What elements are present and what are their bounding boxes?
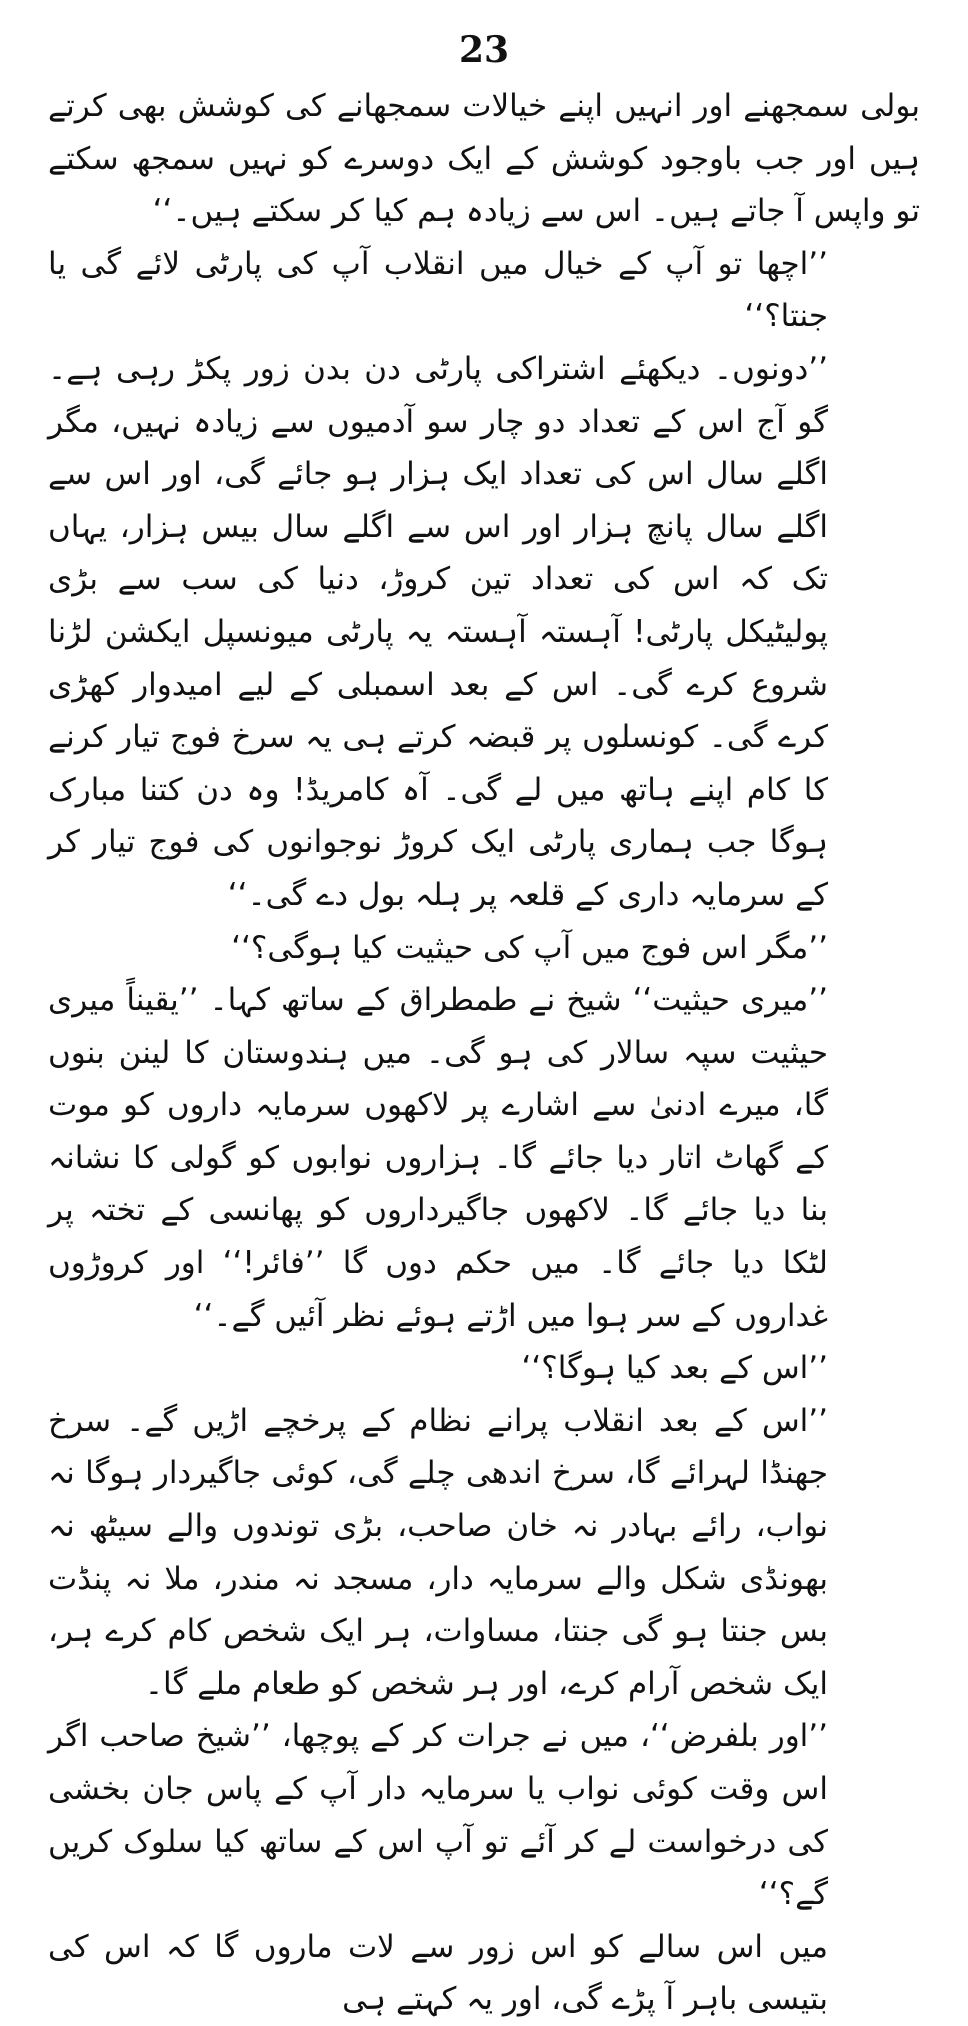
page-number: 23 (458, 29, 510, 71)
paragraph-1: بولی سمجھنے اور انہیں اپنے خیالات سمجھانے کی کوشش بھی کرتے ہیں اور جب باوجود کوشش کے ایک دوسرے کو نہیں سمجھ سکتے تو واپس آ جاتے ہیں۔ اس سے زیادہ ہم کیا کر سکتے ہیں۔‘‘ (48, 88, 920, 230)
page-body (48, 80, 920, 2026)
paragraph-5: ’’میری حیثیت‘‘ شیخ نے طمطراق کے ساتھ کہا۔ ’’یقیناً میری حیثیت سپہ سالار کی ہو گی۔ میں ہندوستان کا لینن بنوں گا، میرے ادنیٰ سے اشارے پر لاکھوں سرمایہ داروں کو موت کے گھاٹ اتار دیا جائے گا۔ ہزاروں نوابوں کو گولی کا نشانہ بنا دیا جائے گا۔ لاکھوں جاگیرداروں کو پھانسی کے تختہ پر لٹکا دیا جائے گا۔ میں حکم دوں گا ’’فائر!‘‘ اور کروڑوں غداروں کے سر ہوا میں اڑتے ہوئے نظر آئیں گے۔‘‘ (48, 982, 828, 1334)
paragraph-8: ’’اور بلفرض‘‘، میں نے جرات کر کے پوچھا، ’’شیخ صاحب اگر اس وقت کوئی نواب یا سرمایہ دار آپ کے پاس جان بخشی کی درخواست لے کر آئے تو آپ اس کے ساتھ کیا سلوک کریں گے؟‘‘ (48, 1718, 828, 1913)
paragraph-7: ’’اس کے بعد انقلاب پرانے نظام کے پرخچے اڑیں گے۔ سرخ جھنڈا لہرائے گا، سرخ اندھی چلے گی، کوئی جاگیردار ہوگا نہ نواب، رائے بہادر نہ خان صاحب، بڑی توندوں والے سیٹھ نہ بھونڈی شکل والے سرمایہ دار، مسجد نہ مندر، ملا نہ پنڈت بس جنتا ہو گی جنتا، مساوات، ہر ایک شخص کام کرے ہر، ایک شخص آرام کرے، اور ہر شخص کو طعام ملے گا۔ (48, 1402, 828, 1702)
paragraph-3: ’’دونوں۔ دیکھئے اشتراکی پارٹی دن بدن زور پکڑ رہی ہے۔ گو آج اس کے تعداد دو چار سو آدمیوں سے زیادہ نہیں، مگر اگلے سال اس کی تعداد ایک ہزار ہو جائے گی، اور اس سے اگلے سال پانچ ہزار اور اس سے اگلے سال بیس ہزار، یہاں تک کہ اس کی تعداد تین کروڑ، دنیا کی سب سے بڑی پولیٹیکل پارٹی! آہستہ آہستہ یہ پارٹی میونسپل ایکشن لڑنا شروع کرے گی۔ اس کے بعد اسمبلی کے لیے امیدوار کھڑی کرے گی۔ کونسلوں پر قبضہ کرتے ہی یہ سرخ فوج تیار کرنے کا کام اپنے ہاتھ میں لے گی۔ آہ کامریڈ! وہ دن کتنا مبارک ہوگا جب ہماری پارٹی ایک کروڑ نوجوانوں کی فوج تیار کر کے سرمایہ داری کے قلعہ پر ہلہ بول دے گی۔‘‘ (48, 350, 828, 913)
paragraph-4: ’’مگر اس فوج میں آپ کی حیثیت کیا ہوگی؟‘‘ (231, 929, 828, 966)
paragraph-2: ’’اچھا تو آپ کے خیال میں انقلاب آپ کی پارٹی لائے گی یا جنتا؟‘‘ (48, 245, 828, 335)
paragraph-9: میں اس سالے کو اس زور سے لات ماروں گا کہ اس کی بتیسی باہر آ پڑے گی، اور یہ کہتے ہی (48, 1928, 828, 2018)
paragraph-6: ’’اس کے بعد کیا ہوگا؟‘‘ (521, 1350, 828, 1387)
